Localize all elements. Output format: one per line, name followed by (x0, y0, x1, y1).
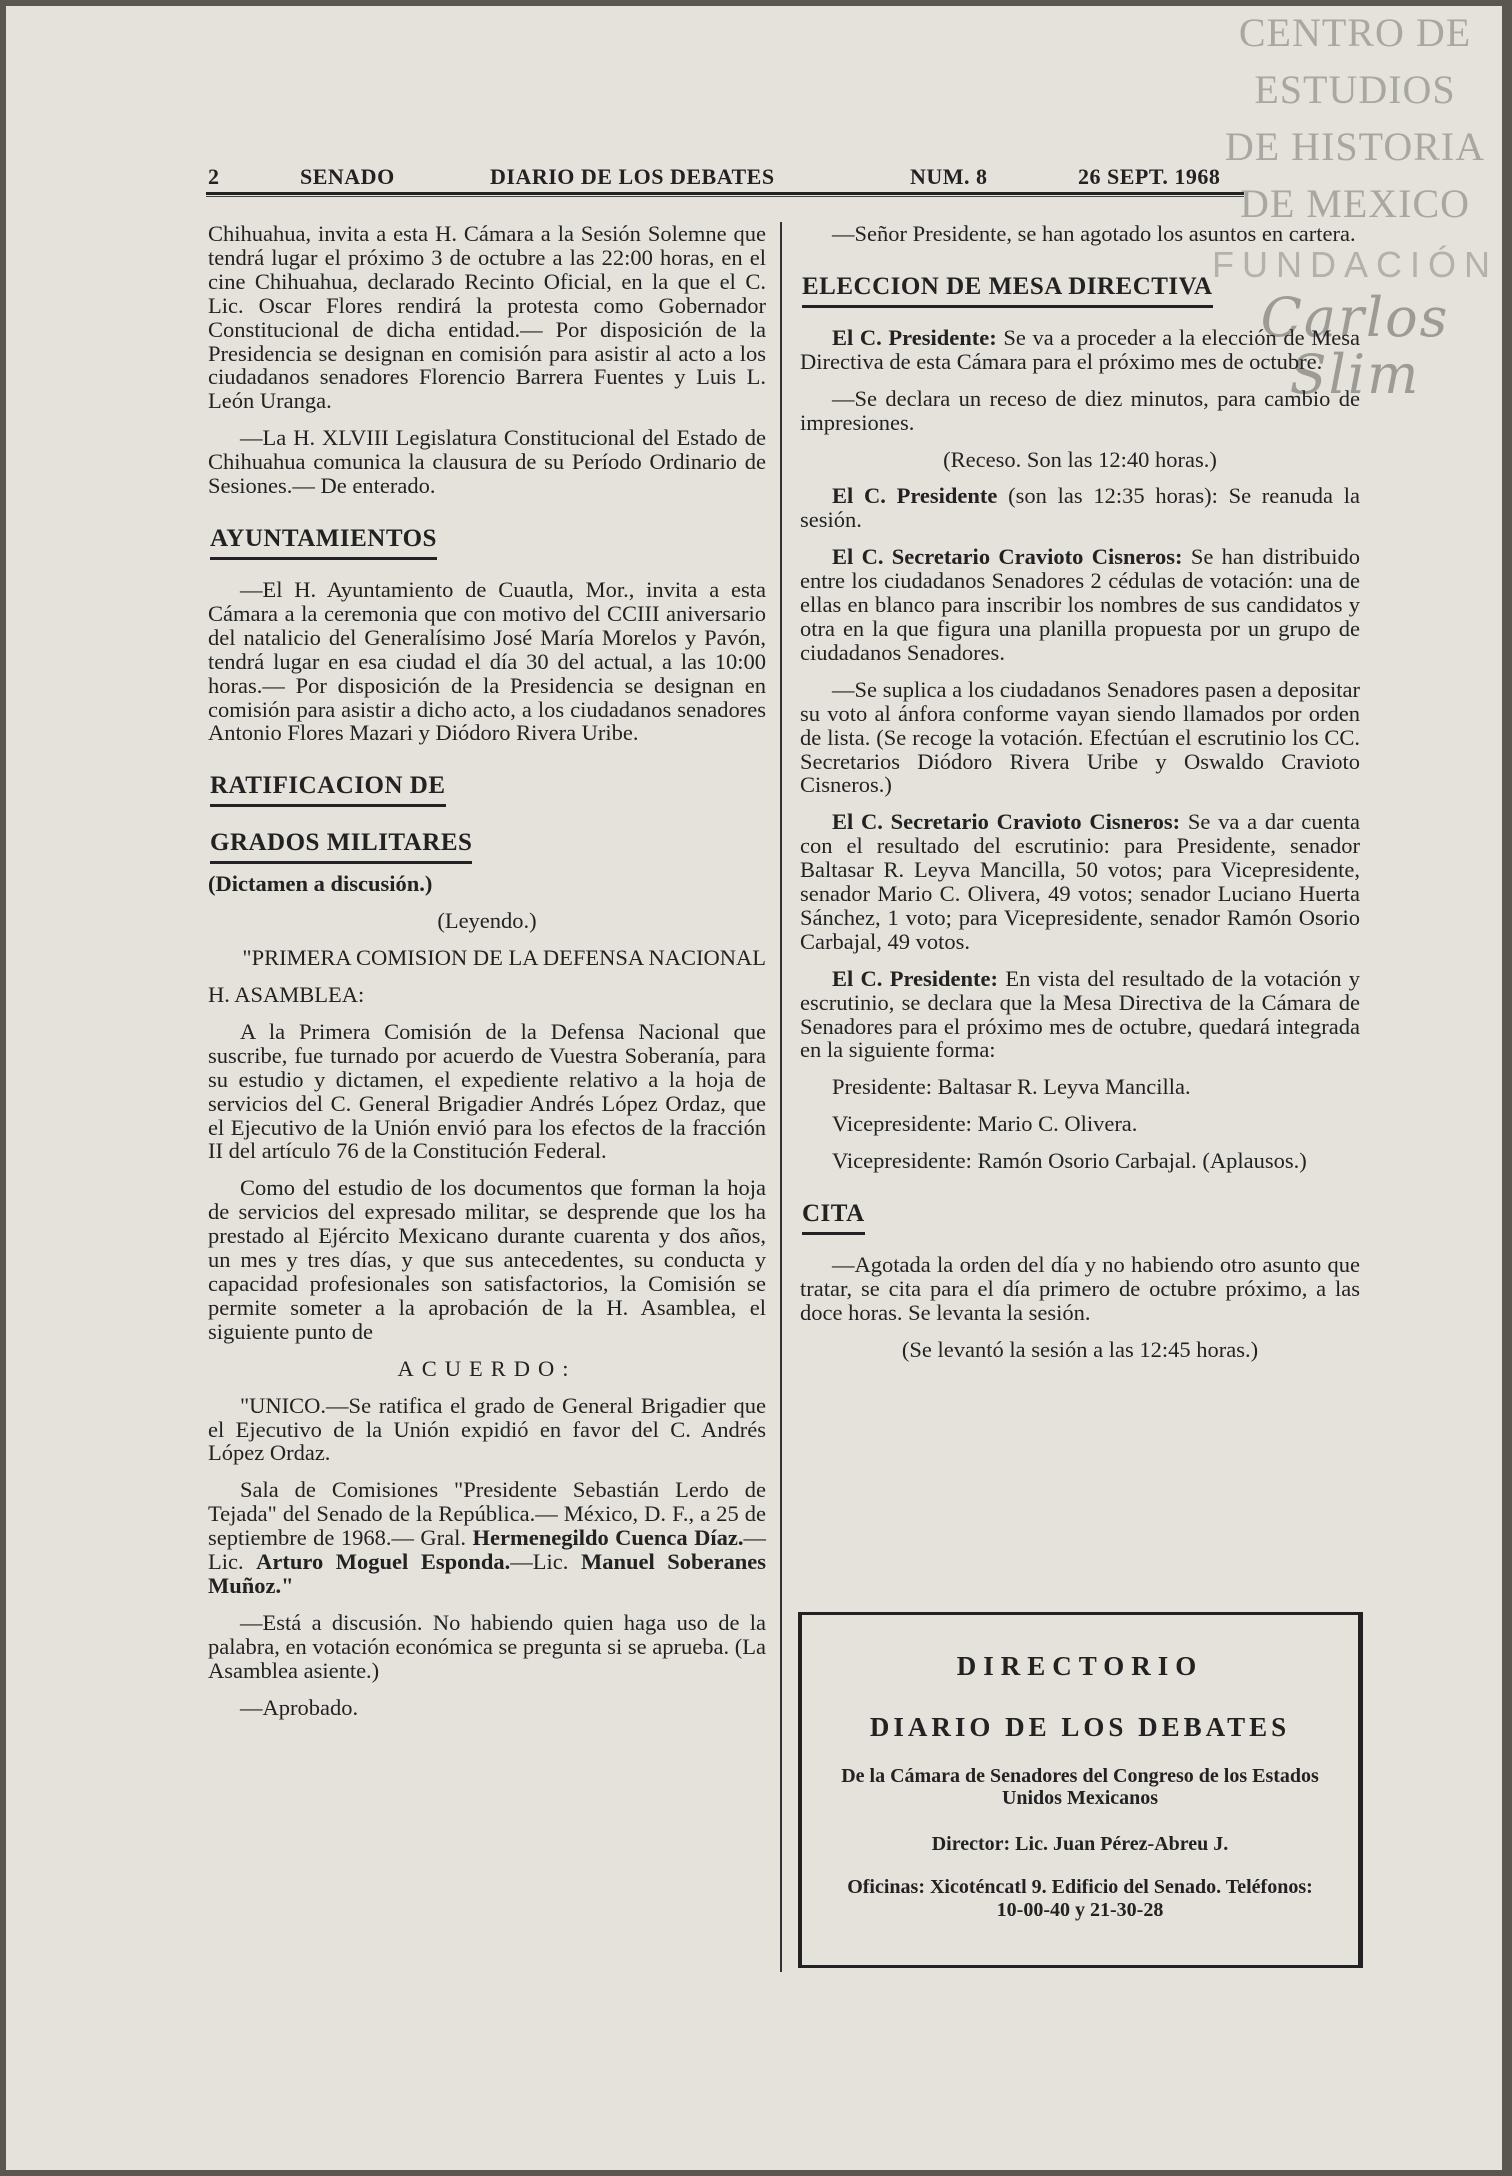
watermark-line: ESTUDIOS (1254, 67, 1456, 112)
directory-offices: Oficinas: Xicoténcatl 9. Edificio del Senado. Teléfonos: 10-00-40 y 21-30-28 (847, 1876, 1313, 1921)
speaker-label: El C. Presidente (832, 483, 998, 509)
text-run: —Aprobado. (240, 1694, 359, 1720)
paragraph (800, 222, 1360, 246)
text-run: H. ASAMBLEA: (208, 982, 365, 1008)
left-column (208, 222, 766, 1733)
text-run: (Leyendo.) (437, 908, 537, 934)
paragraph (208, 1696, 766, 1720)
paragraph (208, 1176, 766, 1343)
paragraph (208, 222, 766, 413)
paragraph (208, 578, 766, 745)
paragraph (800, 1112, 1360, 1136)
text-run: Como del estudio de los documentos que forman la hoja de servicios del expresado militar, se desprende que los ha prestado al Ejército Mexicano durante cuarenta y dos años, un mes y tres días, y que sus antecedentes, su conducta y capacidad profesionales son satisfactorios, la Comisión se permite someter a la aprobación de la H. Asamblea, el siguiente punto de (208, 1175, 766, 1344)
section-heading: CITA (802, 1200, 865, 1235)
page-number: 2 (208, 164, 220, 189)
paragraph (800, 1338, 1360, 1362)
text-run: —Está a discusión. No habiendo quien haga uso de la palabra, en votación económica se pregunta si se aprueba. (La Asamblea asiente.) (208, 1609, 766, 1683)
text-run: Se va a proceder a la elección de Mesa Directiva de esta Cámara para el próximo mes de octubre. (800, 324, 1360, 374)
text-run: —El H. Ayuntamiento de Cuautla, Mor., invita a esta Cámara a la ceremonia que con motivo del CCIII aniversario del natalicio del Generalísimo José María Morelos y Pavón, tendrá lugar en esa ciudad el día 30 del actual, a las 10:00 horas.— Por disposición de la Presidencia se designan en comisión para asistir a dicho acto, a los ciudadanos senadores Antonio Flores Mazari y Diódoro Rivera Uribe. (208, 576, 766, 746)
speaker-label: Manuel Soberanes Muñoz." (208, 1549, 767, 1598)
paragraph (208, 946, 766, 970)
text-run: —Agotada la orden del día y no habiendo otro asunto que tratar, se cita para el día primero de octubre próximo, a las doce horas. Se levanta la sesión. (800, 1252, 1360, 1325)
speaker-label: Hermenegildo Cuenca Díaz. (472, 1525, 744, 1551)
directory-publication: DIARIO DE LOS DEBATES (869, 1712, 1291, 1742)
text-run: "PRIMERA COMISION DE LA DEFENSA NACIONAL (242, 945, 766, 971)
right-column (800, 222, 1360, 1375)
header-publication: DIARIO DE LOS DEBATES (490, 164, 775, 189)
paragraph (208, 1394, 766, 1466)
page-header (208, 160, 1243, 196)
text-run: Se va a dar cuenta con el resultado del escrutinio: para Presidente, senador Baltasar R. Leyva Mancilla, 50 votos; para Vicepresidente, senador Mario C. Olivera, 49 votos; senador Luciano Huerta Sánchez, 1 voto; para Vicepresidente, senador Ramón Osorio Carbajal, 49 votos. (800, 809, 1360, 954)
watermark-signature: Carlos Slim (1260, 286, 1450, 406)
speaker-label: El C. Presidente: (832, 324, 997, 350)
text-run: —Se suplica a los ciudadanos Senadores pasen a depositar su voto al ánfora conforme vayan siendo llamados por orden de lista. (Se recoge la votación. Efectúan el escrutinio los CC. Secretarios Diódoro Rivera Uribe y Oswaldo Cravioto Cisneros.) (800, 676, 1360, 798)
speaker-label: (Dictamen a discusión.) (208, 871, 433, 897)
paragraph (208, 1478, 766, 1598)
text-run: Chihuahua, invita a esta H. Cámara a la Sesión Solemne que tendrá lugar el próximo 3 de octubre a las 22:00 horas, en el cine Chihuahua, declarado Recinto Oficial, en la que el C. Lic. Oscar Flores rendirá la protesta como Gobernador Constitucional de dicha entidad.— Por disposición de la Presidencia se designan en comisión para asistir al acto a los ciudadanos senadores Florencio Barrera Fuentes y Luis L. León Uranga. (208, 221, 766, 414)
text-run: Presidente: Baltasar R. Leyva Mancilla. (832, 1074, 1191, 1100)
watermark-line: DE MEXICO (1239, 181, 1471, 226)
text-run: "UNICO.—Se ratifica el grado de General Brigadier que el Ejecutivo de la Unión expidió en favor del C. Andrés López Ordaz. (208, 1392, 766, 1466)
paragraph (208, 1020, 766, 1163)
text-run: (Se levantó la sesión a las 12:45 horas.) (901, 1336, 1259, 1362)
paragraph (800, 1149, 1360, 1173)
paragraph (800, 448, 1360, 472)
directory-box (798, 1612, 1363, 1968)
column-divider (780, 222, 782, 1972)
watermark-foundation: FUNDACIÓN (1212, 244, 1498, 285)
text-run: A la Primera Comisión de la Defensa Nacional que suscribe, fue turnado por acuerdo de Vuestra Soberanía, para su estudio y dictamen, el expediente relativo a la hoja de servicios del C. General Brigadier Andrés López Ordaz, que el Ejecutivo de la Unión envió para los efectos de la fracción II del artículo 76 de la Constitución Federal. (208, 1018, 766, 1164)
directory-subtitle: De la Cámara de Senadores del Congreso de los Estados Unidos Mexicanos (841, 1765, 1319, 1809)
watermark-line: DE HISTORIA (1224, 124, 1486, 169)
paragraph (800, 326, 1360, 374)
section-heading: ELECCION DE MESA DIRECTIVA (802, 273, 1213, 308)
text-run: Vicepresidente: Mario C. Olivera. (832, 1111, 1138, 1137)
paragraph (208, 983, 766, 1007)
text-run: —Lic. (510, 1549, 581, 1575)
paragraph (800, 1253, 1360, 1325)
text-run: —La H. XLVIII Legislatura Constitucional del Estado de Chihuahua comunica la clausura de su Período Ordinario de Sesiones.— De enterado. (208, 425, 766, 499)
paragraph (800, 967, 1360, 1063)
header-number: NUM. 8 (910, 164, 988, 189)
header-rule (206, 192, 1244, 197)
paragraph (800, 484, 1360, 532)
text-run: Se han distribuido entre los ciudadanos Senadores 2 cédulas de votación: una de ellas en blanco para inscribir los nombres de sus candidatos y otra en la que figura una planilla propuesta por un grupo de ciudadanos Senadores. (800, 544, 1360, 665)
paragraph (800, 678, 1360, 798)
paragraph (208, 909, 766, 933)
directory-director: Director: Lic. Juan Pérez-Abreu J. (931, 1833, 1229, 1855)
text-run: —Señor Presidente, se han agotado los asuntos en cartera. (832, 221, 1356, 246)
directory-title: DIRECTORIO (956, 1651, 1204, 1681)
text-run: Vicepresidente: Ramón Osorio Carbajal. (Aplausos.) (832, 1148, 1307, 1174)
section-heading: RATIFICACION DE (210, 772, 446, 807)
section-heading: AYUNTAMIENTOS (210, 525, 437, 560)
speaker-label: Arturo Moguel Esponda. (256, 1549, 511, 1575)
speaker-label: El C. Presidente: (832, 965, 999, 991)
text-run: Sala de Comisiones "Presidente Sebastián Lerdo de Tejada" del Senado de la República.— México, D. F., a 25 de septiembre de 1968.— Gral. (208, 1477, 766, 1551)
text-run: ACUERDO: (397, 1355, 577, 1381)
paragraph (208, 426, 766, 498)
section-heading: GRADOS MILITARES (210, 829, 472, 864)
paragraph (800, 387, 1360, 435)
text-run: —Lic. (208, 1525, 766, 1575)
header-chamber: SENADO (300, 164, 395, 189)
watermark-line: CENTRO DE (1238, 10, 1472, 55)
speaker-label: El C. Secretario Cravioto Cisneros: (832, 544, 1183, 570)
header-date: 26 SEPT. 1968 (1078, 164, 1221, 189)
text-run: En vista del resultado de la votación y escrutinio, se declara que la Mesa Directiva de la Cámara de Senadores para el próximo mes de octubre, quedará integrada en la siguiente forma: (800, 965, 1361, 1063)
text-run: (Receso. Son las 12:40 horas.) (943, 446, 1217, 472)
paragraph (800, 810, 1360, 953)
text-run: (son las 12:35 horas): Se reanuda la sesión. (800, 483, 1360, 533)
speaker-label: El C. Secretario Cravioto Cisneros: (832, 809, 1181, 835)
paragraph (800, 1075, 1360, 1099)
paragraph (208, 1611, 766, 1683)
paragraph (800, 545, 1360, 665)
paragraph (208, 872, 766, 896)
text-run: —Se declara un receso de diez minutos, para cambio de impresiones. (800, 385, 1360, 435)
paragraph (208, 1357, 766, 1381)
